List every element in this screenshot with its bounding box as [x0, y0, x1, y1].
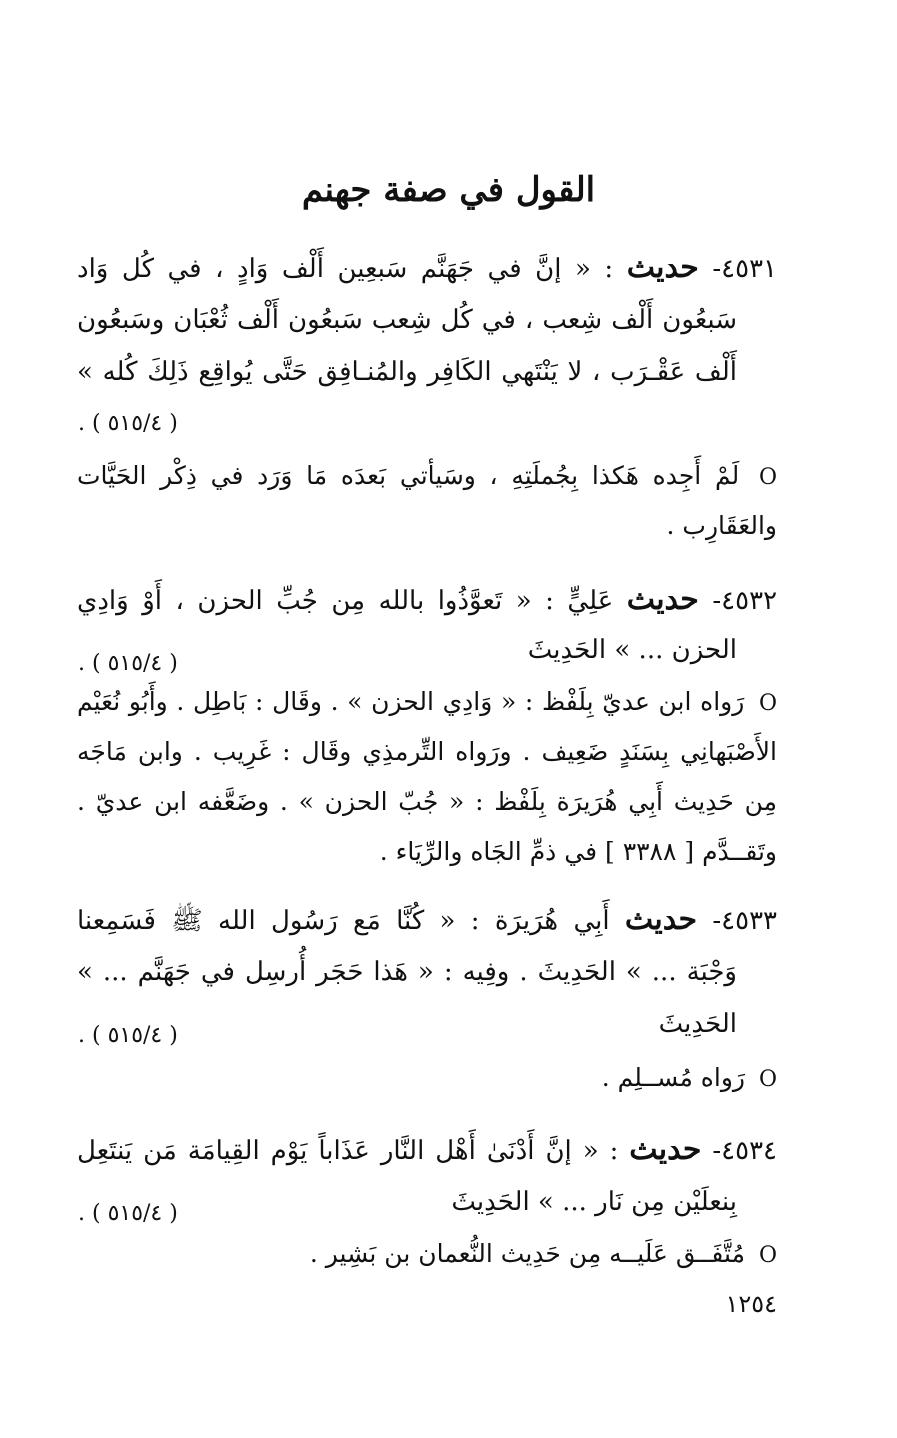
entry-line: الحزن ... » الحَدِيثَ [527, 635, 737, 665]
entry-line [77, 1130, 777, 1171]
entry-text: أَبِي هُرَيرَة : « كُنَّا مَع رَسُول الله ﷺ فَسَمِعنا [77, 906, 610, 936]
chapter-title: القول في صفة جهنم [301, 170, 596, 210]
entry-text: : « إنَّ أَدْنَىٰ أَهْل النَّار عَذَاباً يَوْم القِيامَة مَن يَنتَعِل [77, 1136, 619, 1166]
takhrij-note-line [77, 682, 777, 724]
entry-keyword: حديث [626, 582, 699, 617]
entry-line: أَلْف عَقْـرَب ، لا يَنْتَهي الكَافِر والمُنـافِق حَتَّى يُواقِع ذَلِكَ كُله » [77, 357, 737, 387]
source-reference: ( ٥١٥/٤ ) . [78, 1023, 178, 1048]
entry-line: بِنعلَيْن مِن نَار ... » الحَدِيثَ [451, 1187, 737, 1217]
entry-number: ٤٥٣٤- [712, 1136, 778, 1166]
takhrij-note-line: الأَصْبَهانِي بِسَنَدٍ ضَعِيف . ورَواه التِّرمذِي وقَال : غَرِيب . وابن مَاجَه [77, 737, 777, 766]
note-text: رَواه ابن عديّ بِلَفْظ : « وَادِي الحزن » . وقَال : بَاطِل . وأَبُو نُعَيْم [77, 687, 745, 716]
page-number: ١٢٥٤ [725, 1290, 777, 1318]
note-text: مُتَّفَــق عَلَيــه مِن حَدِيث النُّعمان بن بَشِير . [309, 1239, 745, 1268]
bullet-icon: O [758, 1067, 777, 1092]
takhrij-note-line: والعَقَارِب . [666, 511, 777, 540]
takhrij-note-line [77, 456, 777, 498]
bullet-icon: O [758, 691, 777, 716]
takhrij-note-line [77, 1234, 777, 1276]
entry-line: وَجْبَة ... » الحَدِيثَ . وفِيه : « هَذا حَجَر أُرسِل في جَهَنَّم ... » [77, 957, 737, 987]
source-reference: ( ٥١٥/٤ ) . [78, 411, 178, 436]
entry-line [77, 580, 777, 621]
takhrij-note-line [77, 1058, 777, 1100]
entry-keyword: حديث [629, 1132, 702, 1167]
entry-line: سَبعُون أَلْف شِعب ، في كُل شِعب سَبعُون أَلْف ثُعْبَان وسَبعُون [77, 305, 737, 335]
entry-number: ٤٥٣١- [712, 254, 778, 284]
bullet-icon: O [758, 465, 777, 490]
entry-text: : « إنَّ في جَهَنَّم سَبعِين أَلْف وَادٍ ، في كُل وَاد [77, 254, 614, 284]
takhrij-note-line: وتَقــدَّم [ ٣٣٨٨ ] في ذمِّ الجَاه والرِّيَاء . [379, 837, 777, 866]
source-reference: ( ٥١٥/٤ ) . [78, 1201, 178, 1226]
bullet-icon: O [758, 1243, 777, 1268]
source-reference: ( ٥١٥/٤ ) . [78, 651, 178, 676]
entry-number: ٤٥٣٣- [712, 906, 777, 936]
note-text: رَواه مُســلِم . [601, 1063, 745, 1092]
entry-number: ٤٥٣٢- [712, 586, 778, 616]
note-text: لَمْ أَجِده هَكذا بِجُملَتِهِ ، وسَيأتي بَعدَه مَا وَرَد في ذِكْر الحَيَّات [77, 461, 740, 490]
entry-line: الحَدِيثَ [658, 1009, 737, 1039]
entry-keyword: حديث [626, 250, 699, 285]
takhrij-note-line: مِن حَدِيث أَبِي هُرَيرَة بِلَفْظ : « جُبّ الحزن » . وضَعَّفه ابن عديّ . [77, 787, 777, 816]
entry-line [77, 900, 777, 941]
entry-keyword: حديث [624, 902, 698, 937]
entry-text: عَلِيٍّ : « تَعوَّذُوا بالله مِن جُبِّ الحزن ، أَوْ وَادِي [77, 586, 614, 616]
entry-line [77, 248, 777, 289]
